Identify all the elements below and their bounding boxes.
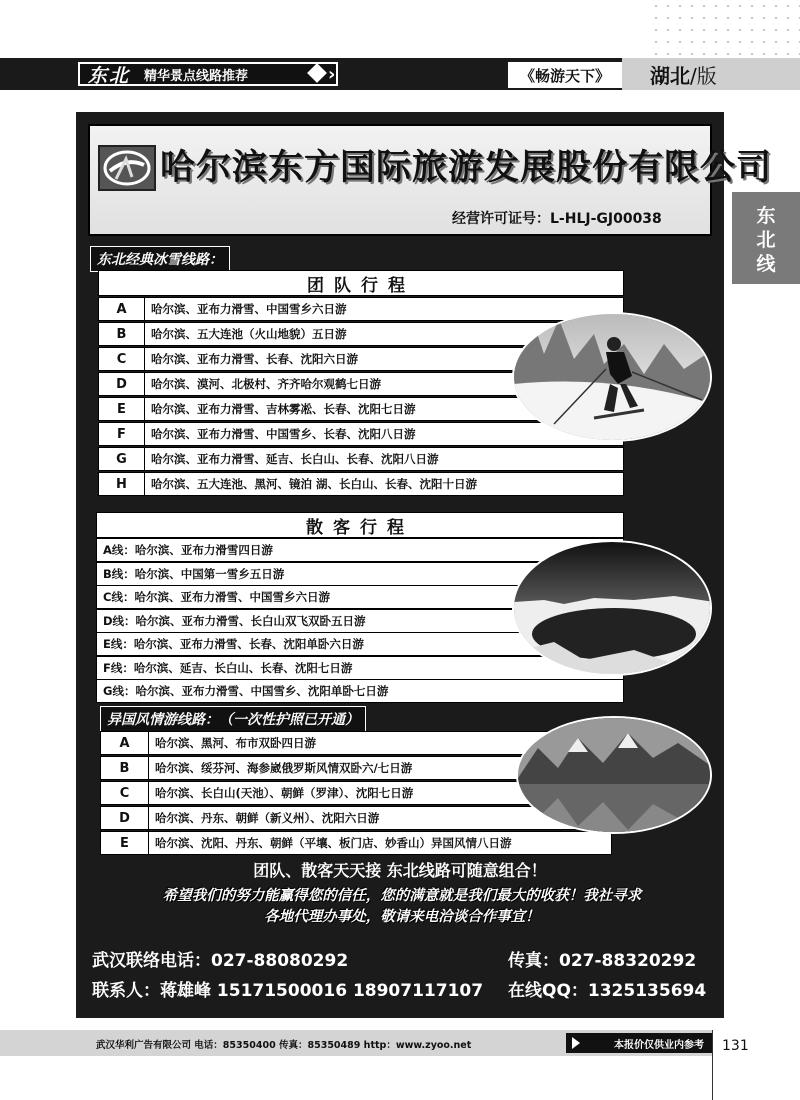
classic-section-title: 东北经典冰雪线路： <box>90 246 230 272</box>
license-number: 经营许可证号：L-HLJ-GJ00038 <box>452 211 662 227</box>
company-name: 哈尔滨东方国际旅游发展股份有限公司 <box>160 148 773 188</box>
edition-main: 湖北 <box>650 63 690 88</box>
dot-pattern <box>650 0 800 58</box>
route-text: 哈尔滨、绥芬河、海参崴俄罗斯风情双卧六/七日游 <box>155 761 413 775</box>
page-number: 131 <box>722 1038 749 1054</box>
partnership-line-1: 希望我们的努力能赢得您的信任，您的满意就是我们最大的收获！我社寻求 <box>162 888 642 904</box>
route-code: B <box>99 323 145 345</box>
route-code: C <box>101 782 149 804</box>
route-code: A <box>99 298 145 320</box>
magazine-name: 《畅游天下》 <box>508 62 622 88</box>
footer-publisher: 武汉华利广告有限公司 电话：85350400 传真：85350489 http：www.zyoo.net <box>96 1040 472 1051</box>
foreign-section-title: 异国风情游线路：（一次性护照已开通） <box>100 706 366 732</box>
individual-tours-title: 散客行程 <box>96 512 624 538</box>
route-text: 哈尔滨、长白山(天池）、朝鲜（罗津）、沈阳七日游 <box>155 786 414 800</box>
route-text: 哈尔滨、亚布力滑雪、吉林雾凇、长春、沈阳七日游 <box>151 402 416 416</box>
route-code: D <box>101 807 149 829</box>
route-code: C <box>99 348 145 370</box>
route-code: B <box>101 757 149 779</box>
group-tour-row <box>98 447 624 471</box>
route-text: 哈尔滨、黑河、布市双卧四日游 <box>155 736 316 750</box>
side-tab-northeast[interactable] <box>732 192 800 284</box>
partnership-line-2: 各地代理办事处，敬请来电洽谈合作事宜！ <box>264 909 540 925</box>
route-code: F <box>99 423 145 445</box>
wuhan-phone: 武汉联络电话：027-88080292 <box>92 951 349 971</box>
individual-tour-row: D线：哈尔滨、亚布力滑雪、长白山双飞双卧五日游 <box>96 609 624 633</box>
side-tab-char: 线 <box>756 253 776 275</box>
edition-slash: /版 <box>690 63 717 88</box>
crater-lake-photo <box>512 540 712 676</box>
route-code: G <box>99 448 145 470</box>
fax-number: 传真：027-88320292 <box>508 951 697 971</box>
mountain-lake-photo <box>516 716 712 834</box>
chevron-right-icon: › <box>328 64 336 85</box>
online-qq: 在线QQ：1325135694 <box>508 981 707 1001</box>
group-tours-title: 团队行程 <box>98 270 624 296</box>
route-code: D <box>99 373 145 395</box>
route-code: A <box>101 732 149 754</box>
footer-divider <box>712 1030 713 1100</box>
individual-tour-row: C线：哈尔滨、亚布力滑雪、中国雪乡六日游 <box>96 585 624 609</box>
header-region-box <box>78 62 338 86</box>
company-logo-icon <box>98 145 156 191</box>
slogan: 团队、散客天天接 东北线路可随意组合！ <box>253 861 547 880</box>
route-text: 哈尔滨、五大连池、黑河、镜泊 湖、长白山、长春、沈阳十日游 <box>151 477 478 491</box>
group-tour-row <box>98 472 624 496</box>
skier-photo <box>512 312 712 442</box>
side-tab-char: 北 <box>756 229 776 251</box>
individual-tour-row: F线：哈尔滨、延吉、长白山、长春、沈阳七日游 <box>96 656 624 680</box>
route-text: 哈尔滨、亚布力滑雪、中国雪乡、长春、沈阳八日游 <box>151 427 416 441</box>
route-code: H <box>99 473 145 495</box>
route-code: E <box>99 398 145 420</box>
edition-label <box>622 58 800 90</box>
individual-tour-row: G线：哈尔滨、亚布力滑雪、中国雪乡、沈阳单卧七日游 <box>96 679 624 703</box>
route-text: 哈尔滨、亚布力滑雪、延吉、长白山、长春、沈阳八日游 <box>151 452 439 466</box>
route-text: 哈尔滨、亚布力滑雪、长春、沈阳六日游 <box>151 352 358 366</box>
group-tour-row <box>98 297 624 321</box>
route-text: 哈尔滨、丹东、朝鲜（新义州）、沈阳六日游 <box>155 811 380 825</box>
footer-note: 本报价仅供业内参考 <box>566 1033 712 1053</box>
partnership-message <box>96 886 708 928</box>
foreign-tour-row <box>100 831 612 855</box>
route-text: 哈尔滨、亚布力滑雪、中国雪乡六日游 <box>151 302 347 316</box>
route-text: 哈尔滨、漠河、北极村、齐齐哈尔观鹤七日游 <box>151 377 381 391</box>
individual-tour-row: A线：哈尔滨、亚布力滑雪四日游 <box>96 538 624 562</box>
side-tab-char: 东 <box>756 205 776 227</box>
route-text: 哈尔滨、沈阳、丹东、朝鲜（平壤、板门店、妙香山）异国风情八日游 <box>155 836 512 850</box>
route-code: E <box>101 832 149 854</box>
route-text: 哈尔滨、五大连池（火山地貌）五日游 <box>151 327 347 341</box>
contact-person: 联系人：蒋雄峰 15171500016 18907117107 <box>92 981 484 1001</box>
header-subtitle: 精华景点线路推荐 <box>144 68 249 84</box>
individual-tour-row: B线：哈尔滨、中国第一雪乡五日游 <box>96 562 624 586</box>
header-region: 东北 <box>88 64 131 87</box>
individual-tour-row: E线：哈尔滨、亚布力滑雪、长春、沈阳单卧六日游 <box>96 632 624 656</box>
